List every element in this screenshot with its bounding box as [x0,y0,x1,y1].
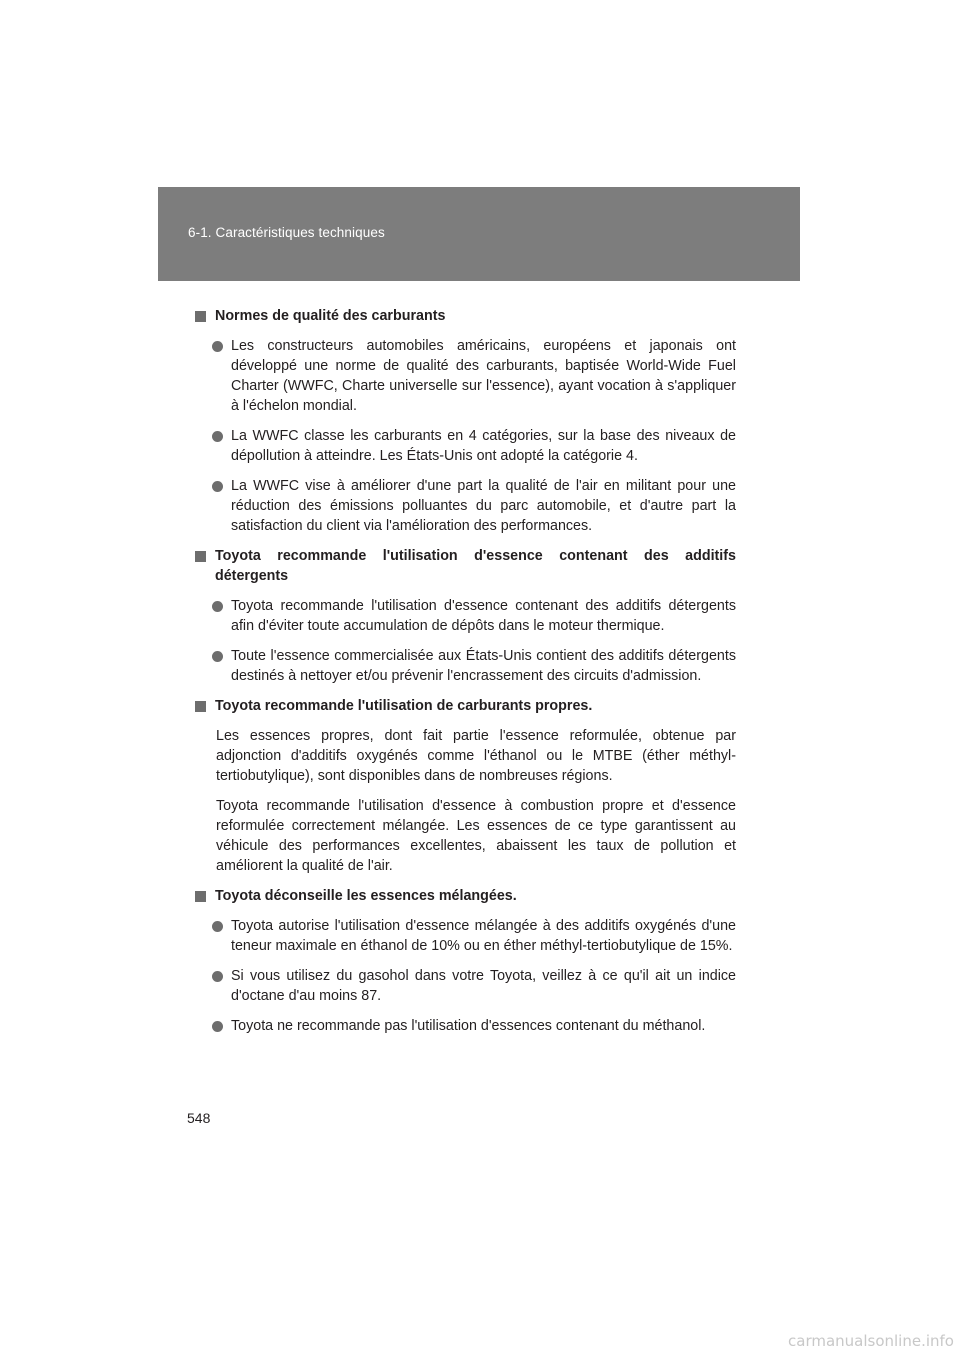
circle-bullet-icon [212,341,223,352]
square-bullet-icon [195,701,206,712]
circle-bullet-icon [212,431,223,442]
section-heading: Toyota recommande l'utilisation de carburants propres. [195,696,736,716]
bullet-item: Si vous utilisez du gasohol dans votre Toyota, veillez à ce qu'il ait un indice d'octane d'au moins 87. [195,966,736,1006]
watermark: carmanualsonline.info [788,1332,954,1350]
circle-bullet-icon [212,971,223,982]
square-bullet-icon [195,891,206,902]
circle-bullet-icon [212,651,223,662]
section-title: 6-1. Caractéristiques techniques [188,225,385,240]
bullet-item: Toyota autorise l'utilisation d'essence mélangée à des additifs oxygénés d'une teneur maximale en éthanol de 10% ou en éther méthyl-tertiobutylique de 15%. [195,916,736,956]
section-heading: Normes de qualité des carburants [195,306,736,326]
bullet-item: Les constructeurs automobiles américains, européens et japonais ont développé une norme de qualité des carburants, baptisée World-Wide Fuel Charter (WWFC, Charte universelle sur l'essence), ayant vocation à s'appliquer à l'échelon mondial. [195,336,736,416]
circle-bullet-icon [212,921,223,932]
page-number: 548 [187,1110,211,1126]
paragraph: Les essences propres, dont fait partie l'essence reformulée, obtenue par adjonction d'additifs oxygénés comme l'éthanol ou le MTBE (éther méthyl-tertiobutylique), sont disponibles dans de nombreuses régions. [216,728,736,784]
bullet-item: Toyota recommande l'utilisation d'essence contenant des additifs détergents afin d'éviter toute accumulation de dépôts dans le moteur thermique. [195,596,736,636]
bullet-item: La WWFC vise à améliorer d'une part la qualité de l'air en militant pour une réduction des émissions polluantes du parc automobile, et d'autre part la satisfaction du client via l'amélioration des performances. [195,476,736,536]
section-header-band [158,187,800,281]
page-content [195,306,736,1046]
section-heading: Toyota recommande l'utilisation d'essence contenant des additifs détergents [195,546,736,586]
bullet-item: Toyota ne recommande pas l'utilisation d'essences contenant du méthanol. [195,1016,736,1036]
bullet-item: La WWFC classe les carburants en 4 catégories, sur la base des niveaux de dépollution à atteindre. Les États-Unis ont adopté la catégorie 4. [195,426,736,466]
square-bullet-icon [195,311,206,322]
circle-bullet-icon [212,601,223,612]
square-bullet-icon [195,551,206,562]
section-heading: Toyota déconseille les essences mélangées. [195,886,736,906]
bullet-item: Toute l'essence commercialisée aux États-Unis contient des additifs détergents destinés à nettoyer et/ou prévenir l'encrassement des circuits d'admission. [195,646,736,686]
circle-bullet-icon [212,1021,223,1032]
paragraph: Toyota recommande l'utilisation d'essence à combustion propre et d'essence reformulée correctement mélangée. Les essences de ce type garantissent au véhicule des performances excellentes, abaissent les taux de pollution et améliorent la qualité de l'air. [216,798,736,874]
circle-bullet-icon [212,481,223,492]
